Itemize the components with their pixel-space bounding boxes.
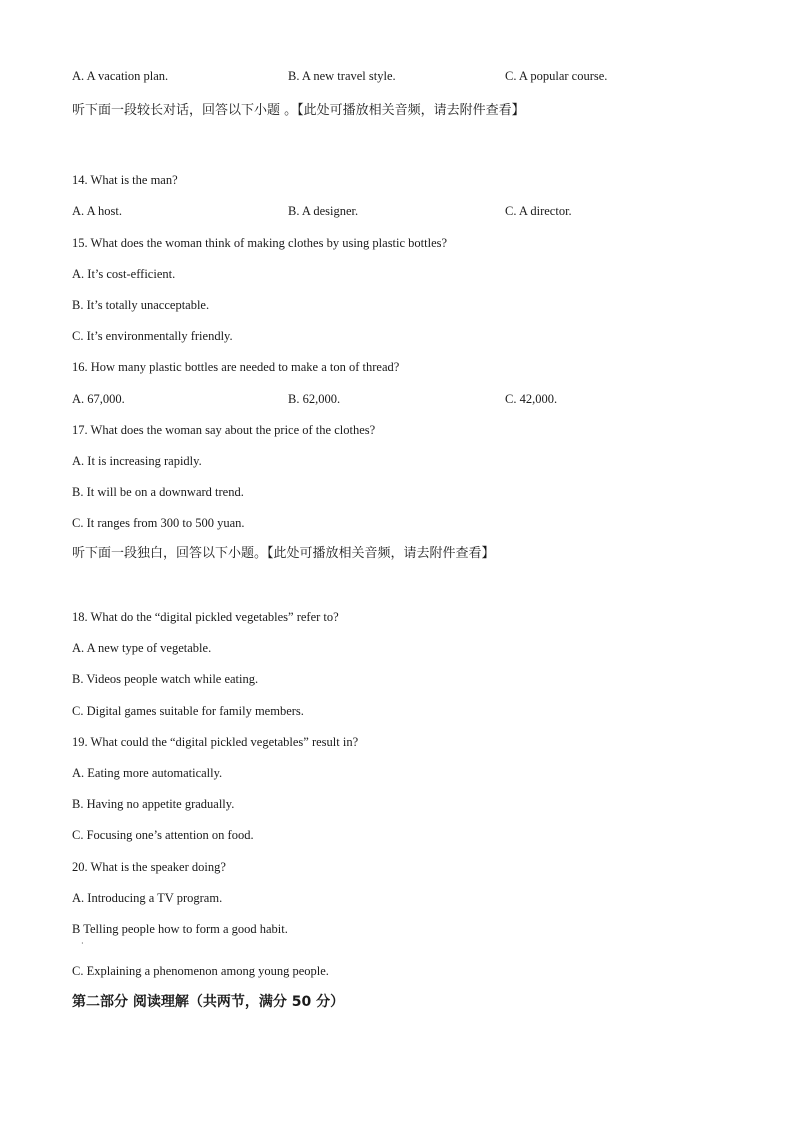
question-20-stem: 20. What is the speaker doing? <box>72 860 226 874</box>
q14-option-a: A. A host. <box>72 204 123 218</box>
dialogue-instruction: 听下面一段较长对话，回答以下小题 。【此处可播放相关音频，请去附件查看】 <box>72 103 525 118</box>
q17-option-b: B. It will be on a downward trend. <box>72 485 244 499</box>
q13-option-b: B. A new travel style. <box>288 69 396 83</box>
monologue-instruction: 听下面一段独白，回答以下小题。【此处可播放相关音频，请去附件查看】 <box>72 546 495 561</box>
q17-option-c: C. It ranges from 300 to 500 yuan. <box>72 516 245 530</box>
q14-option-c: C. A director. <box>505 204 572 218</box>
q16-option-b: B. 62,000. <box>288 392 341 406</box>
question-17-stem: 17. What does the woman say about the price of the clothes? <box>72 423 376 437</box>
q13-option-c: C. A popular course. <box>505 69 608 83</box>
question-15-stem: 15. What does the woman think of making clothes by using plastic bottles? <box>72 236 448 250</box>
q20-option-b: B Telling people how to form a good habit. <box>72 922 288 936</box>
q18-option-b: B. Videos people watch while eating. <box>72 672 259 686</box>
question-14-stem: 14. What is the man? <box>72 173 178 187</box>
q19-option-b: B. Having no appetite gradually. <box>72 797 235 811</box>
option-b-dot-mark: · <box>81 939 84 948</box>
q13-option-a: A. A vacation plan. <box>72 69 169 83</box>
q18-option-a: A. A new type of vegetable. <box>72 641 212 655</box>
q17-option-a: A. It is increasing rapidly. <box>72 454 202 468</box>
q16-option-a: A. 67,000. <box>72 392 125 406</box>
q15-option-b: B. It’s totally unacceptable. <box>72 298 210 312</box>
question-19-stem: 19. What could the “digital pickled vegetables” result in? <box>72 735 359 749</box>
q15-option-a: A. It’s cost-efficient. <box>72 267 176 281</box>
q20-option-c: C. Explaining a phenomenon among young people. <box>72 964 329 978</box>
question-16-stem: 16. How many plastic bottles are needed to make a ton of thread? <box>72 360 400 374</box>
q19-option-a: A. Eating more automatically. <box>72 766 223 780</box>
q19-option-c: C. Focusing one’s attention on food. <box>72 828 254 842</box>
q18-option-c: C. Digital games suitable for family members. <box>72 704 304 718</box>
q14-option-b: B. A designer. <box>288 204 359 218</box>
question-18-stem: 18. What do the “digital pickled vegetables” refer to? <box>72 610 339 624</box>
q20-option-a: A. Introducing a TV program. <box>72 891 223 905</box>
section-heading: 第二部分 阅读理解（共两节，满分 50 分） <box>72 994 345 1010</box>
q15-option-c: C. It’s environmentally friendly. <box>72 329 233 343</box>
q16-option-c: C. 42,000. <box>505 392 558 406</box>
